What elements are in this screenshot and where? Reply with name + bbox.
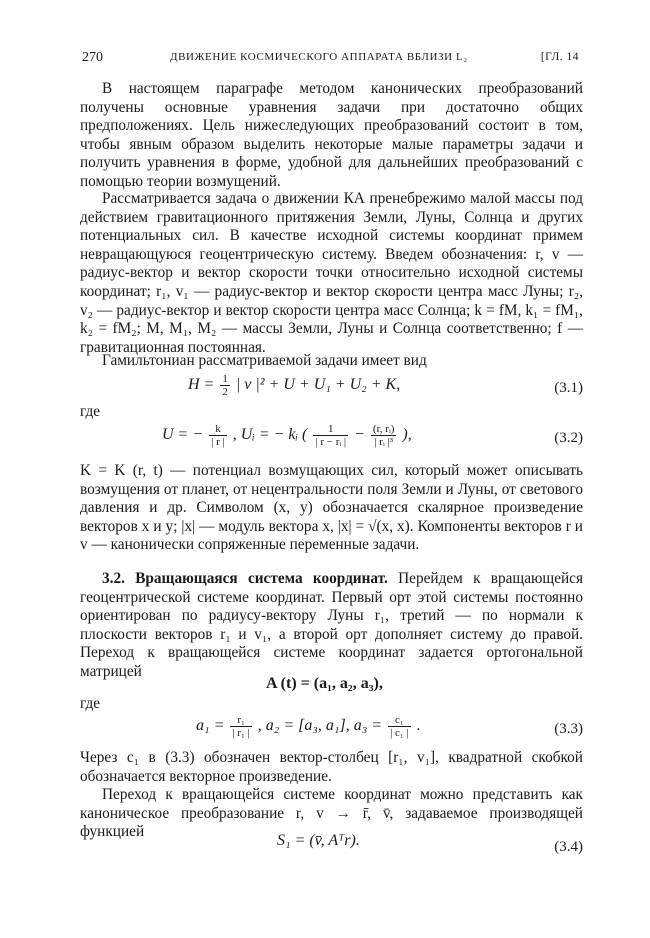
eq33-frac-num: r₁ bbox=[230, 714, 251, 727]
eq32-fraction bbox=[209, 423, 227, 448]
eq33-frac-den: | r₁ | bbox=[232, 727, 250, 739]
eq34-text: S₁ = (v̄, Aᵀr). bbox=[277, 832, 360, 849]
eq33-fraction bbox=[230, 714, 251, 739]
where-label: где bbox=[80, 695, 101, 712]
paragraph-rotating-frame-body: Перейдем к вращающейся геоцентрической системе координат. Первый орт этой системы постоянно ориентирован по радиусу-вектору Луны r₁, третий — по нормали к плоскости векторов r₁ и v₁, а второй орт дополняет систему до правой. Переход к вращающейся системе координат задается ортогональной матрицей bbox=[80, 570, 583, 680]
eq33-part: a₁ = bbox=[196, 717, 225, 735]
equation-3-4 bbox=[80, 832, 583, 866]
eq31-fraction bbox=[220, 373, 230, 398]
eq32-frac-num: (r, rᵢ) bbox=[372, 423, 395, 435]
eq32-part: ), bbox=[402, 426, 412, 444]
eq32-frac-den: | rᵢ |³ bbox=[374, 436, 393, 448]
eq33-part: . bbox=[416, 717, 421, 735]
equation-number: (3.1) bbox=[554, 380, 583, 396]
eq-matrix-text: A (t) = (a₁, a₂, a₃), bbox=[266, 675, 383, 692]
eq31-frac-num: 1 bbox=[222, 373, 228, 385]
equation-3-1 bbox=[80, 373, 583, 407]
eq31-frac-den: 2 bbox=[222, 386, 228, 398]
equation-matrix-a bbox=[80, 675, 583, 709]
page-header bbox=[82, 50, 579, 70]
equation-3-2 bbox=[80, 423, 583, 457]
eq32-frac-den: | r | bbox=[211, 436, 225, 448]
eq33-part: , a₂ = [a₃, a₁], a₃ = bbox=[257, 717, 383, 735]
running-title: ДВИЖЕНИЕ КОСМИЧЕСКОГО АППАРАТА ВБЛИЗИ L₂ bbox=[170, 51, 468, 63]
paragraph-hamiltonian: Гамильтониан рассматриваемой задачи имеет вид bbox=[102, 352, 427, 369]
equation-number: (3.2) bbox=[554, 430, 583, 446]
paragraph-c1: Через c₁ в (3.3) обозначен вектор-столбец [r₁, v₁], квадратной скобкой обозначается векторное произведение. bbox=[80, 749, 583, 785]
eq33-frac-num: c₁ bbox=[388, 714, 411, 727]
eq32-part: , Uᵢ = − kᵢ ( bbox=[232, 426, 308, 444]
eq32-fraction bbox=[313, 423, 348, 448]
where-label: где bbox=[80, 403, 101, 420]
paragraph-intro: В настоящем параграфе методом канонических преобразований получены основные уравнения задачи при достаточно общих предположениях. Цель нижеследующих преобразований состоит в том, чтобы явным образом выделить некоторые малые параметры задачи и получить уравнения в форме, удобной для дальнейших преобразований с помощью теории возмущений. bbox=[80, 80, 583, 190]
paragraph-problem: Рассматривается задача о движении КА пренебрежимо малой массы под действием гравитационного притяжения Земли, Луны, Солнца и других потенциальных сил. В качестве исходной системы координат примем невращающуюся геоцентрическую систему. Введем обозначения: r, v — радиус-вектор и вектор скорости точки относительно исходной системы координат; r₁, v₁ — радиус-вектор и вектор скорости центра масс Луны; r₂, v₂ — радиус-вектор и вектор скорости центра масс Солнца; k = fM, k₁ = fM₁, k₂ = fM₂; M, M₁, M₂ — массы Земли, Луны и Солнца соответственно; f — гравитационная постоянная. bbox=[80, 190, 583, 356]
equation-number: (3.4) bbox=[554, 839, 583, 855]
eq31-lhs: H = bbox=[188, 376, 215, 394]
equation-3-3 bbox=[80, 714, 583, 748]
paragraph-potential: K = K (r, t) — потенциал возмущающих сил, который может описывать возмущения от планет, от нецентральности поля Земли и Луны, от светового давления и др. Символом (x, y) обозначается скалярное произведение векторов x и y; |x| — модуль вектора x, |x| = √(x, x). Компоненты векторов r и v — канонически сопряженные переменные задачи. bbox=[80, 462, 583, 554]
paragraph-rotating-frame bbox=[80, 570, 583, 682]
eq32-fraction bbox=[371, 423, 397, 448]
eq33-fraction bbox=[388, 714, 411, 739]
section-heading: 3.2. Вращающаяся система координат. bbox=[102, 570, 388, 587]
eq32-frac-den: | r − rᵢ | bbox=[315, 436, 347, 448]
eq32-frac-num: k bbox=[209, 423, 227, 436]
eq33-frac-den: | c₁ | bbox=[390, 727, 409, 739]
paragraph-canonical: Переход к вращающейся системе координат можно представить как каноническое преобразование r, v → r̄, v̄, задаваемое производящей функцией bbox=[80, 786, 583, 841]
eq32-part: − bbox=[354, 426, 365, 444]
eq31-rhs: | v |² + U + U₁ + U₂ + K, bbox=[235, 376, 401, 394]
eq32-part: U = − bbox=[162, 426, 204, 444]
chapter-label: [ГЛ. 14 bbox=[540, 51, 579, 63]
page-number: 270 bbox=[82, 50, 103, 65]
eq32-frac-num: 1 bbox=[313, 423, 348, 436]
equation-number: (3.3) bbox=[554, 721, 583, 737]
